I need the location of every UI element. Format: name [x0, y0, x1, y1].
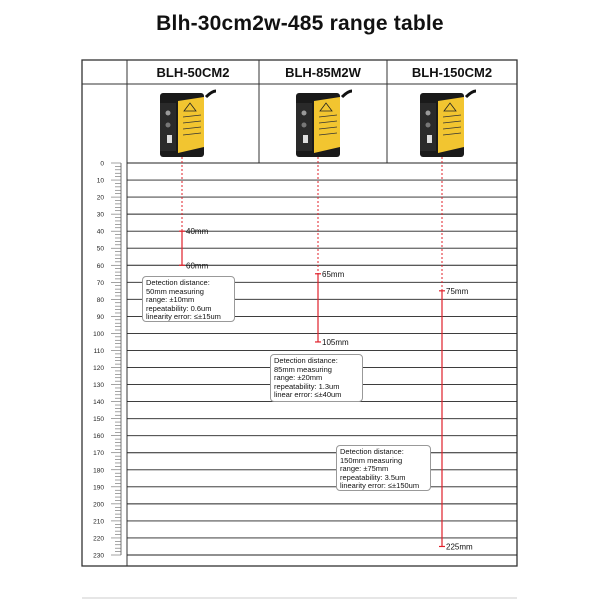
model-header-2: BLH-85M2W	[285, 65, 361, 80]
note-line: 50mm measuring	[146, 286, 204, 296]
range-start-label: 65mm	[322, 269, 345, 279]
spec-note-1	[142, 276, 235, 322]
scale-tick-label: 80	[96, 296, 104, 304]
sensor-lens-icon	[426, 111, 431, 116]
note-line: range: ±75mm	[340, 464, 389, 474]
scale-tick-label: 40	[96, 228, 104, 236]
scale-tick-label: 200	[93, 501, 104, 509]
scale-tick-label: 130	[93, 382, 104, 390]
scale-tick-label: 30	[96, 211, 104, 219]
scale-tick-label: 210	[93, 518, 104, 526]
note-line: Detection distance:	[340, 447, 404, 456]
note-line: linearity error: ≤±15um	[146, 312, 221, 322]
scale-tick-label: 10	[96, 177, 104, 185]
sensor-cable	[342, 91, 352, 97]
scale-tick-label: 140	[93, 399, 104, 407]
note-line: 85mm measuring	[274, 364, 332, 374]
sensor-indicator-icon	[167, 135, 172, 143]
sensor-indicator-icon	[303, 135, 308, 143]
sensor-lens-icon	[302, 123, 307, 128]
note-line: range: ±20mm	[274, 373, 323, 383]
scale-tick-label: 60	[96, 262, 104, 270]
sensor-label-plate	[438, 97, 464, 153]
sensor-lens-icon	[302, 111, 307, 116]
sensor-indicator-icon	[427, 135, 432, 143]
scale-tick-label: 190	[93, 484, 104, 492]
scale-tick-label: 160	[93, 433, 104, 441]
range-end-label: 105mm	[322, 337, 349, 347]
scale-tick-label: 180	[93, 467, 104, 475]
sensor-cable	[466, 91, 476, 97]
scale-tick-label: 110	[93, 347, 104, 355]
note-line: linearity error: ≤±150um	[340, 481, 420, 491]
sensor-cable	[206, 91, 216, 97]
sensor-label-plate	[314, 97, 340, 153]
range-end-label: 60mm	[186, 261, 209, 271]
scale-tick-label: 90	[96, 313, 104, 321]
sensor-lens-icon	[166, 123, 171, 128]
note-line: repeatability: 3.5um	[340, 472, 406, 482]
scale-tick-label: 150	[93, 416, 104, 424]
scale-tick-label: 70	[96, 279, 104, 287]
range-end-label: 225mm	[446, 542, 473, 552]
note-line: Detection distance:	[146, 278, 210, 287]
scale-tick-label: 20	[96, 194, 104, 202]
sensor-lens-icon	[166, 111, 171, 116]
scale-tick-label: 230	[93, 552, 104, 560]
model-header-3: BLH-150CM2	[411, 65, 493, 80]
model-header-1: BLH-50CM2	[156, 65, 230, 80]
scale-tick-label: 170	[93, 450, 104, 458]
scale-tick-label: 100	[93, 330, 104, 338]
scale-tick-label: 120	[93, 365, 104, 373]
page-title: Blh-30cm2w-485 range table	[156, 12, 444, 35]
sensor-lens-icon	[426, 123, 431, 128]
scale-tick-label: 50	[96, 245, 104, 253]
spec-note-3	[336, 445, 431, 491]
note-line: repeatability: 0.6um	[146, 303, 212, 313]
note-line: repeatability: 1.3um	[274, 381, 340, 391]
note-line: 150mm measuring	[340, 455, 403, 465]
range-start-label: 40mm	[186, 227, 209, 237]
scale-tick-label: 0	[100, 160, 104, 168]
scale-tick-label: 220	[93, 535, 104, 543]
note-line: linear error: ≤±40um	[274, 390, 342, 400]
range-start-label: 75mm	[446, 286, 469, 296]
spec-note-2	[270, 354, 363, 402]
note-line: Detection distance:	[274, 356, 338, 365]
note-line: range: ±10mm	[146, 295, 195, 305]
sensor-label-plate	[178, 97, 204, 153]
